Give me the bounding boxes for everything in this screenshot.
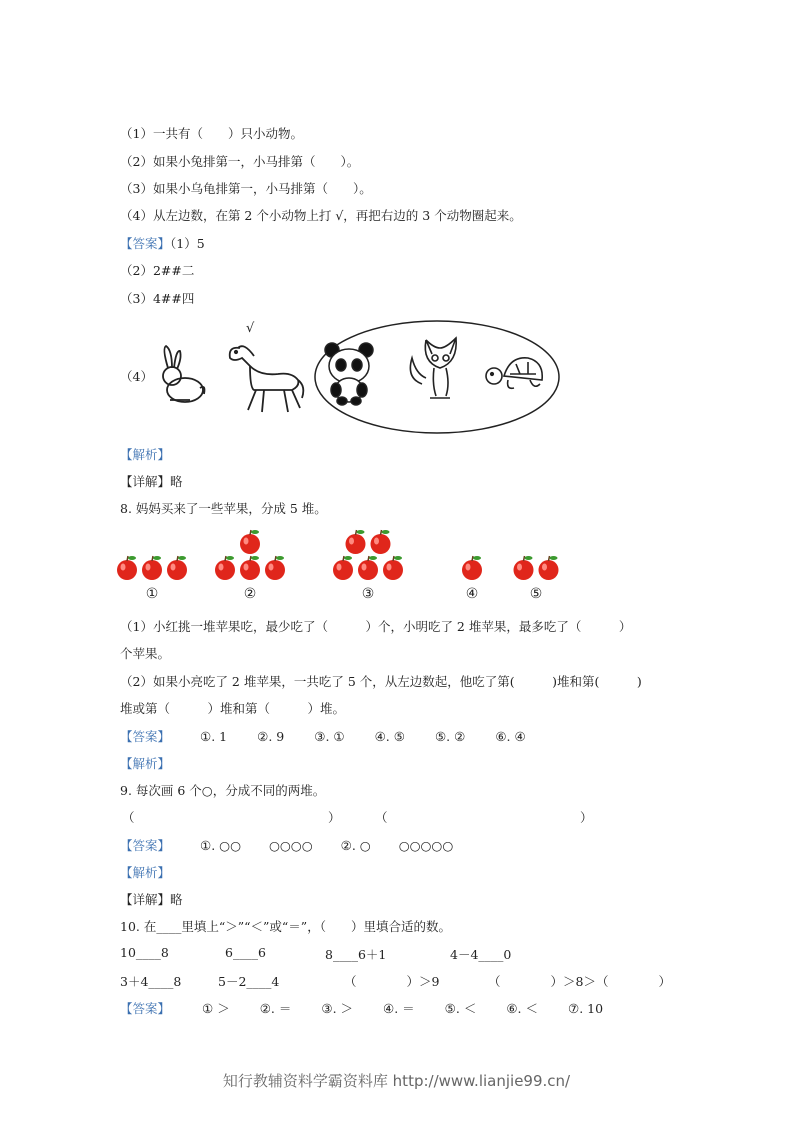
turtle-icon	[486, 358, 542, 389]
apple-icon	[514, 556, 534, 580]
answer-item: ⑥. ④	[495, 729, 526, 744]
q9-blank-2-close: ）	[580, 810, 593, 825]
answer-item: ②. 9	[257, 729, 285, 744]
apple-icon	[333, 556, 353, 580]
apple-icon	[462, 556, 482, 580]
q9-detail: 【详解】略	[120, 892, 183, 907]
q7-answer-4-label: （4）	[120, 369, 153, 384]
q8-analysis-tag: 【解析】	[120, 756, 171, 771]
apple-icon	[371, 530, 391, 554]
q7-line-2: （2）如果小兔排第一，小马排第（ ）。	[120, 154, 360, 169]
q9-analysis-tag: 【解析】	[120, 865, 171, 880]
q8-part1-line-b: 个苹果。	[120, 646, 171, 661]
rabbit-icon	[163, 346, 205, 402]
q8-answer-row	[120, 727, 526, 745]
answer-item: ③. ①	[314, 729, 345, 744]
apple-icon	[167, 556, 187, 580]
q10-answer-row	[120, 999, 603, 1017]
q10-item: （ ）＞9	[344, 974, 440, 989]
q9-blank-2-open: （	[375, 810, 388, 825]
q10-item: 8____6＋1	[325, 947, 387, 962]
horse-icon	[230, 346, 304, 412]
fox-icon	[410, 338, 456, 398]
pile-label: ①	[145, 586, 159, 602]
animals-figure	[150, 318, 570, 438]
apple-icon	[358, 556, 378, 580]
answer-item: ④. ＝	[383, 1001, 415, 1016]
pile-label: ②	[243, 586, 257, 602]
q10-item: 6____6	[225, 945, 266, 960]
q10-item: 3＋4____8	[120, 974, 182, 989]
answer-item: ①. ○○	[200, 838, 241, 853]
apple-piles-figure	[120, 522, 580, 604]
answer-item: ①. 1	[200, 729, 228, 744]
q7-line-3: （3）如果小乌龟排第一，小马排第（ ）。	[120, 181, 372, 196]
answer-item: ②. ＝	[259, 1001, 292, 1016]
q9-answer-row	[120, 836, 453, 854]
answer-tag: 【答案】	[120, 729, 171, 744]
q10-item: 10____8	[120, 945, 169, 960]
apple-icon	[383, 556, 403, 580]
answer-item: ⑥. ＜	[506, 1001, 538, 1016]
q8-part2-line-a: （2）如果小亮吃了 2 堆苹果，一共吃了 5 个，从左边数起，他吃了第( )堆和第( )	[120, 674, 642, 689]
answer-tag: 【答案】	[120, 838, 171, 853]
q7-analysis-tag: 【解析】	[120, 447, 171, 462]
panda-icon	[325, 343, 373, 405]
q7-detail: 【详解】略	[120, 474, 183, 489]
answer-tag: 【答案】	[120, 1001, 171, 1016]
q9-blank-1-close: ）	[328, 810, 341, 825]
q7-line-1: （1）一共有（ ）只小动物。	[120, 126, 303, 141]
q8-part2-line-b: 堆或第（ ）堆和第（ ）堆。	[120, 701, 346, 716]
q10-item: 5－2____4	[218, 974, 280, 989]
answer-item: ⑤. ＜	[444, 1001, 477, 1016]
answer-item: ○○○○	[268, 838, 313, 853]
answer-item: ⑦. 10	[567, 1001, 604, 1016]
answer-item: ○○○○○	[398, 838, 454, 853]
q7-answer-3: （3）4##四	[120, 291, 195, 306]
answer-item: ③. ＞	[321, 1001, 354, 1016]
q7-line-4: （4）从左边数，在第 2 个小动物上打 √，再把右边的 3 个动物圈起来。	[120, 208, 522, 223]
q8-part1-line-a: （1）小红挑一堆苹果吃，最少吃了（ ）个，小明吃了 2 堆苹果，最多吃了（ ）	[120, 619, 632, 634]
apple-icon	[240, 530, 260, 554]
apple-icon	[539, 556, 559, 580]
answer-item: ④. ⑤	[374, 729, 405, 744]
q9-title: 9. 每次画 6 个○，分成不同的两堆。	[120, 783, 326, 798]
q10-item: （ ）＞8＞（ ）	[488, 974, 671, 989]
q7-answer-1	[120, 234, 205, 252]
apple-icon	[215, 556, 235, 580]
q10-title: 10. 在____里填上“＞”“＜”或“＝”，（ ）里填合适的数。	[120, 919, 451, 934]
q8-title: 8. 妈妈买来了一些苹果，分成 5 堆。	[120, 501, 327, 516]
answer-item: ⑤. ②	[434, 729, 466, 744]
q7-answer-2: （2）2##二	[120, 263, 195, 278]
q10-item: 4－4____0	[450, 947, 512, 962]
check-mark: √	[246, 321, 255, 336]
answer-tag: 【答案】	[120, 236, 171, 251]
apple-icon	[117, 556, 137, 580]
q9-blank-1-open: （	[122, 810, 135, 825]
pile-label: ⑤	[529, 586, 543, 602]
apple-icon	[142, 556, 162, 580]
apple-icon	[240, 556, 260, 580]
answer-item: ②. ○	[340, 838, 371, 853]
apple-icon	[265, 556, 285, 580]
pile-label: ④	[465, 586, 479, 602]
footer-watermark: 知行教辅资料学霸资料库 http://www.lianjie99.cn/	[222, 1072, 571, 1090]
apple-icon	[346, 530, 366, 554]
pile-label: ③	[361, 586, 375, 602]
answer-item: ① ＞	[202, 1001, 230, 1016]
answer-text: （1）5	[170, 236, 205, 251]
